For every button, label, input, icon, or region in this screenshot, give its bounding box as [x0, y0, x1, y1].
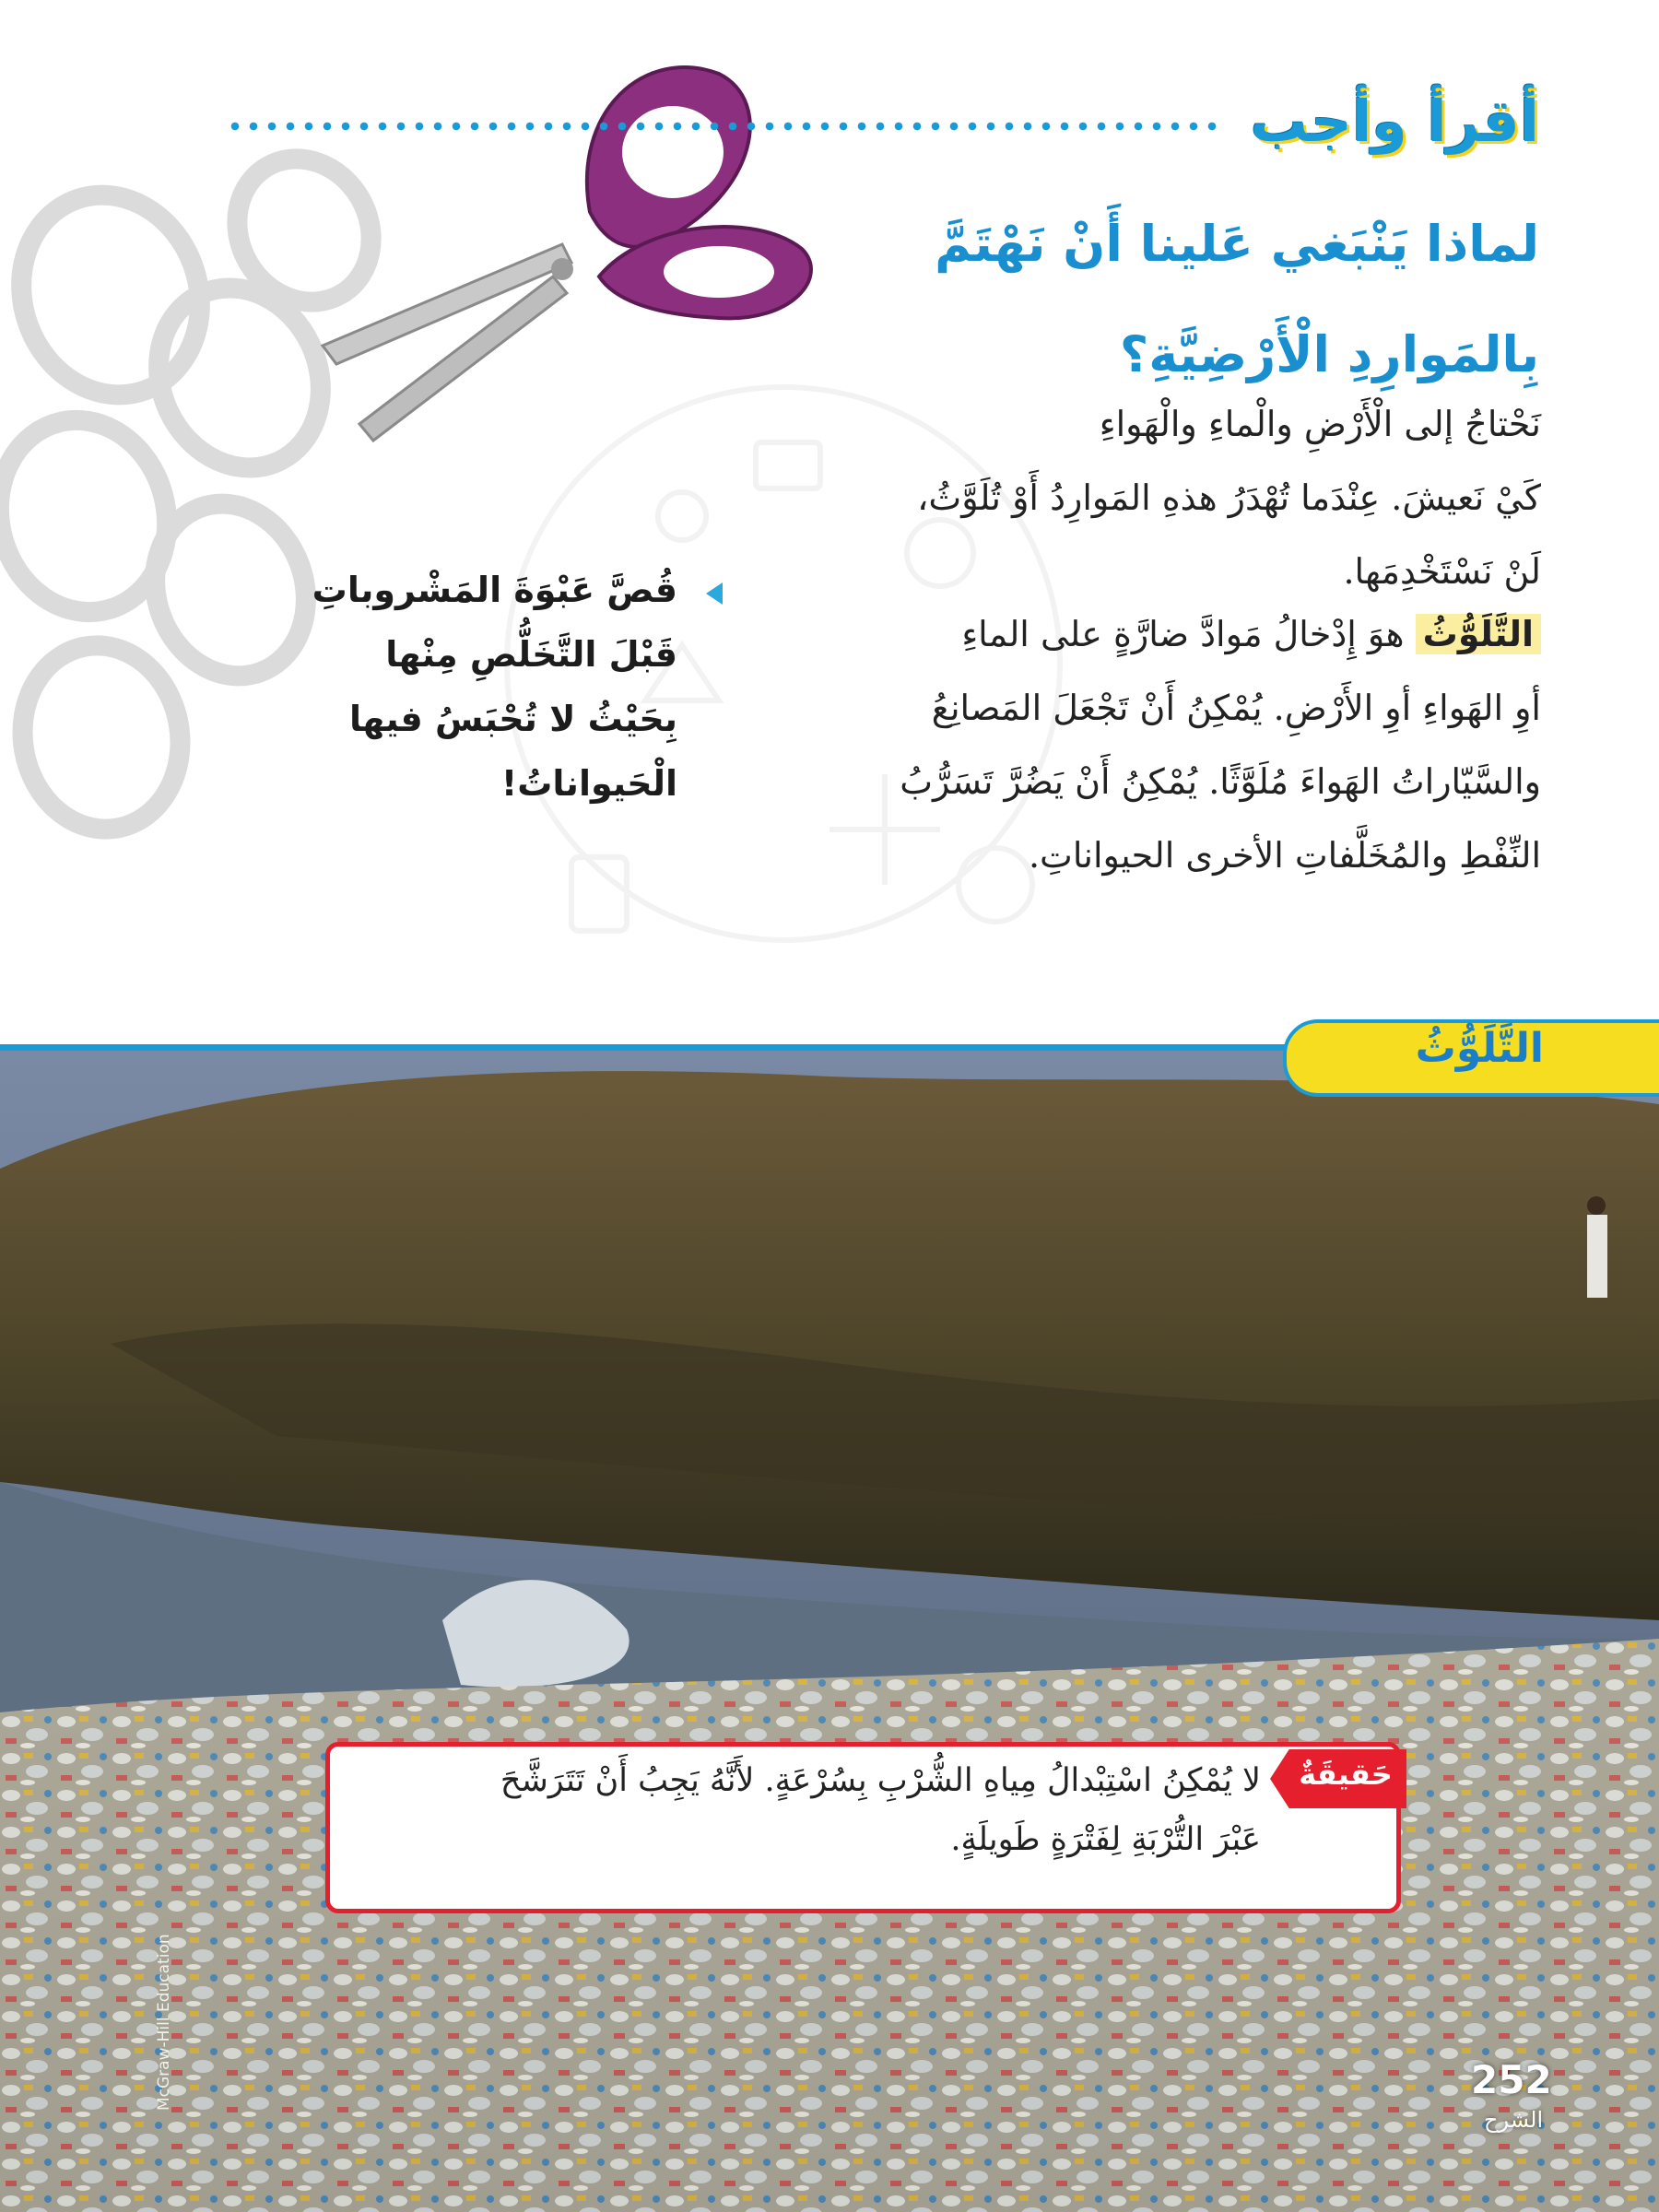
question-heading: [618, 189, 1539, 410]
page-subject: الشرح: [1484, 2107, 1544, 2133]
side-tip: [276, 558, 677, 816]
question-line: لماذا يَنْبَغي عَلينا أَنْ نَهْتَمَّ: [935, 215, 1539, 273]
question-line: بِالمَوارِدِ الْأَرْضِيَّةِ؟: [1119, 325, 1539, 383]
page-number: 252: [1471, 2057, 1552, 2102]
tip-line: الْحَيواناتُ!: [500, 763, 677, 804]
paragraph-line: كَيْ نَعيشَ. عِنْدَما تُهْدَرُ هذهِ المَوارِدُ أَوْ تُلَوَّثُ،: [917, 477, 1541, 518]
fact-line: لا يُمْكِنُ اسْتِبْدالُ مِياهِ الشُّرْبِ بِسُرْعَةٍ. لأَنَّهُ يَجِبُ أَنْ تَتَرَشَّحَ: [500, 1762, 1261, 1799]
definition-paragraph: [619, 597, 1541, 892]
polluted-shore-photo: [0, 1049, 1659, 2212]
tip-line: قُصَّ عَبْوَةَ المَشْروباتِ: [312, 570, 677, 610]
tip-line: قَبْلَ التَّخَلُّصِ مِنْها: [385, 634, 677, 675]
tip-line: بِحَيْثُ لا تُحْبَسُ فيها: [348, 699, 677, 739]
photo-label: التَّلَوُّثُ: [1415, 1025, 1544, 1072]
paragraph-line: لَنْ نَسْتَخْدِمَها.: [1343, 551, 1541, 592]
paragraph-line: أوِ الهَواءِ أوِ الأَرْضِ. يُمْكِنُ أَنْ تَجْعَلَ المَصانِعُ: [931, 688, 1541, 728]
photo-credit: McGraw-Hill Education: [155, 1934, 173, 2111]
fact-line: عَبْرَ التُّرْبَةِ لِفَتْرَةٍ طَويلَةٍ.: [950, 1821, 1261, 1858]
paragraph-line: والسَّيّاراتُ الهَواءَ مُلَوَّثًا. يُمْكِنُ أَنْ يَضُرَّ تَسَرُّبُ: [900, 761, 1541, 802]
definition-text: هوَ إِدْخالُ مَوادَّ ضارَّةٍ على الماءِ: [961, 614, 1416, 654]
fact-label: حَقيقَةٌ: [1299, 1757, 1393, 1792]
fact-text: [387, 1751, 1261, 1869]
intro-paragraph: [619, 387, 1541, 608]
paragraph-line: نَحْتاجُ إلى الْأَرْضِ والْماءِ والْهَواءِ: [1099, 404, 1541, 444]
triangle-bullet-icon: [706, 582, 723, 605]
title-dotted-rule: [226, 122, 1221, 131]
paragraph-line: النِّفْطِ والمُخَلَّفاتِ الأخرى الحيواناتِ.: [1028, 835, 1541, 876]
vocabulary-term: التَّلَوُّثُ: [1416, 614, 1541, 654]
paragraph-line: [619, 597, 1541, 671]
section-title: أقرأ وأجب: [1250, 88, 1539, 155]
